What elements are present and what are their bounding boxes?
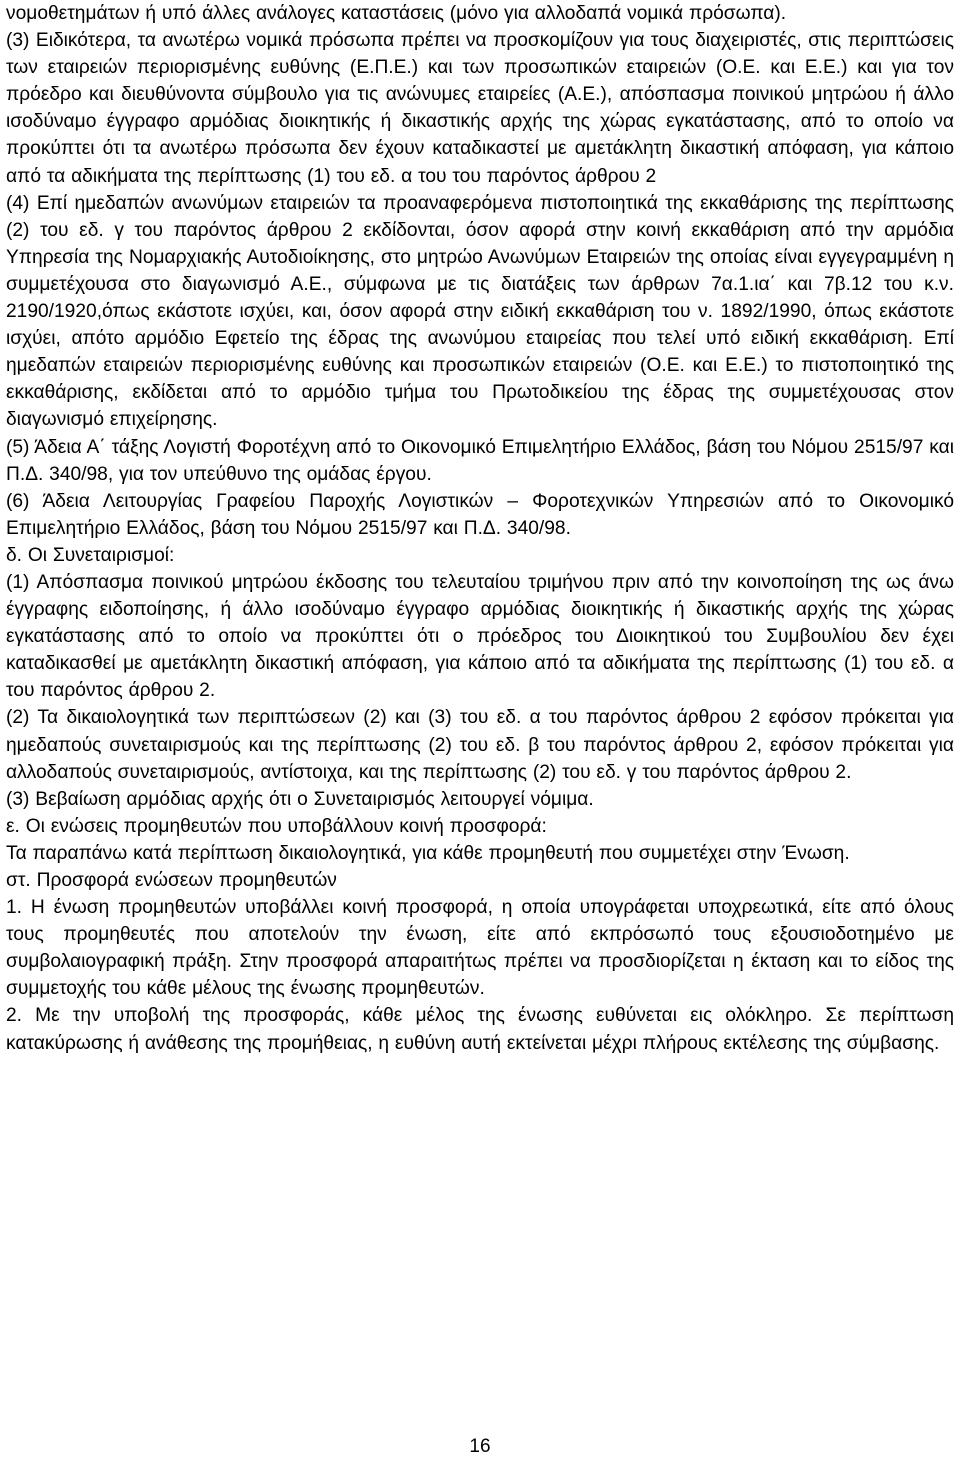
paragraph-legal-persons-criminal-record: (3) Ειδικότερα, τα ανωτέρω νομικά πρόσωπα πρέπει να προσκομίζουν για τους διαχειριστές, στις περιπτώσεις των εταιρειών περιορισμένης ευθύνης (Ε.Π.Ε.) και των προσωπικών εταιρειών (Ο.Ε. και Ε.Ε.) και για τον πρόεδρο και διευθύνοντα σύμβουλο για τις ανώνυμες εταιρείες (Α.Ε.), απόσπασμα ποινικού μητρώου ή άλλο ισοδύναμο έγγραφο αρμόδιας διοικητικής ή δικαστικής αρχής της χώρας εγκατάστασης, από το οποίο να προκύπτει ότι τα ανωτέρω πρόσωπα δεν έχουν καταδικαστεί με αμετάκλητη δικαστική απόφαση, για κάποιο από τα αδικήματα της περίπτωσης (1) του εδ. α του του παρόντος άρθρου 2 [6, 30, 954, 187]
heading-supplier-unions: ε. Οι ενώσεις προμηθευτών που υποβάλλουν κοινή προσφορά: [6, 815, 547, 837]
heading-cooperatives: δ. Οι Συνεταιρισμοί: [6, 544, 175, 566]
paragraph-liquidation-certificates: (4) Επί ημεδαπών ανωνύμων εταιρειών τα προαναφερόμενα πιστοποιητικά της εκκαθάρισης της περίπτωσης (2) του εδ. γ του παρόντος άρθρου 2 εκδίδονται, όσον αφορά στην κοινή εκκαθάριση από την αρμόδια Υπηρεσία της Νομαρχιακής Αυτοδιοίκησης, στο μητρώο Ανωνύμων Εταιρειών της οποίας είναι εγγεγραμμένη η συμμετέχουσα στο διαγωνισμό Α.Ε., σύμφωνα με τις διατάξεις των άρθρων 7α.1.ια΄ και 7β.12 του κ.ν. 2190/1920,όπως εκάστοτε ισχύει, και, όσον αφορά στην ειδική εκκαθάριση του ν. 1892/1990, όπως εκάστοτε ισχύει, απότο αρμόδιο Εφετείο της έδρας της ανωνύμου εταιρείας που τελεί υπό ειδική εκκαθάριση. Επί ημεδαπών εταιρειών περιορισμένης ευθύνης και προσωπικών εταιρειών (Ο.Ε. και Ε.Ε.) το πιστοποιητικό της εκκαθάρισης, εκδίδεται από το αρμόδιο τμήμα του Πρωτοδικείου της έδρας της συμμετέχουσας στον διαγωνισμό επιχείρησης. [6, 192, 954, 431]
paragraph-cooperatives-criminal-record: (1) Απόσπασμα ποινικού μητρώου έκδοσης του τελευταίου τριμήνου πριν από την κοινοποίηση της ως άνω έγγραφης ειδοποίησης, ή άλλο ισοδύναμο έγγραφο αρμόδιας διοικητικής ή δικαστικής αρχής της χώρας εγκατάστασης από το οποίο να προκύπτει ότι ο πρόεδρος του Διοικητικού του Συμβουλίου δεν έχει καταδικασθεί με αμετάκλητη δικαστική απόφαση, για κάποιο από τα αδικήματα της περίπτωσης (1) του εδ. α του παρόντος άρθρου 2. [6, 571, 954, 702]
document-page [6, 0, 954, 1057]
paragraph-union-offer-signing: 1. Η ένωση προμηθευτών υποβάλλει κοινή προσφορά, η οποία υπογράφεται υποχρεωτικά, είτε από όλους τους προμηθευτές που αποτελούν την ένωση, είτε από εκπρόσωπό τους εξουσιοδοτημένο με συμβολαιογραφική πράξη. Στην προσφορά απαραιτήτως πρέπει να προσδιορίζεται η έκταση και το είδος της συμμετοχής του κάθε μέλους της ένωσης προμηθευτών. [6, 897, 954, 1000]
paragraph-accountant-license: (5) Άδεια Α΄ τάξης Λογιστή Φοροτέχνη από το Οικονομικό Επιμελητήριο Ελλάδος, βάση του Νόμου 2515/97 και Π.Δ. 340/98, για τον υπεύθυνο της ομάδας έργου. [6, 436, 954, 485]
paragraph-union-offer-liability: 2. Με την υποβολή της προσφοράς, κάθε μέλος της ένωσης ευθύνεται εις ολόκληρο. Σε περίπτωση κατακύρωσης ή ανάθεσης της προμήθειας, η ευθύνη αυτή εκτείνεται μέχρι πλήρους εκτέλεσης της σύμβασης. [6, 1005, 954, 1054]
paragraph-cooperatives-documents: (2) Τα δικαιολογητικά των περιπτώσεων (2) και (3) του εδ. α του παρόντος άρθρου 2 εφόσον πρόκειται για ημεδαπούς συνεταιρισμούς και της περίπτωσης (2) του εδ. β του παρόντος άρθρου 2, εφόσον πρόκειται για αλλοδαπούς συνεταιρισμούς, αντίστοιχα, και της περίπτωσης (2) του εδ. γ του παρόντος άρθρου 2. [6, 707, 954, 783]
paragraph-supplier-unions-documents: Τα παραπάνω κατά περίπτωση δικαιολογητικά, για κάθε προμηθευτή που συμμετέχει στην Ένωση. [6, 842, 850, 864]
paragraph-continuation: νομοθετημάτων ή υπό άλλες ανάλογες καταστάσεις (μόνο για αλλοδαπά νομικά πρόσωπα). [6, 3, 787, 24]
paragraph-office-license: (6) Άδεια Λειτουργίας Γραφείου Παροχής Λογιστικών – Φοροτεχνικών Υπηρεσιών από το Οικονομικό Επιμελητήριο Ελλάδος, βάση του Νόμου 2515/97 και Π.Δ. 340/98. [6, 490, 954, 539]
page-number: 16 [469, 1436, 491, 1457]
heading-union-offer: στ. Προσφορά ενώσεων προμηθευτών [6, 870, 337, 891]
paragraph-cooperatives-certificate: (3) Βεβαίωση αρμόδιας αρχής ότι ο Συνεταιρισμός λειτουργεί νόμιμα. [6, 788, 594, 810]
